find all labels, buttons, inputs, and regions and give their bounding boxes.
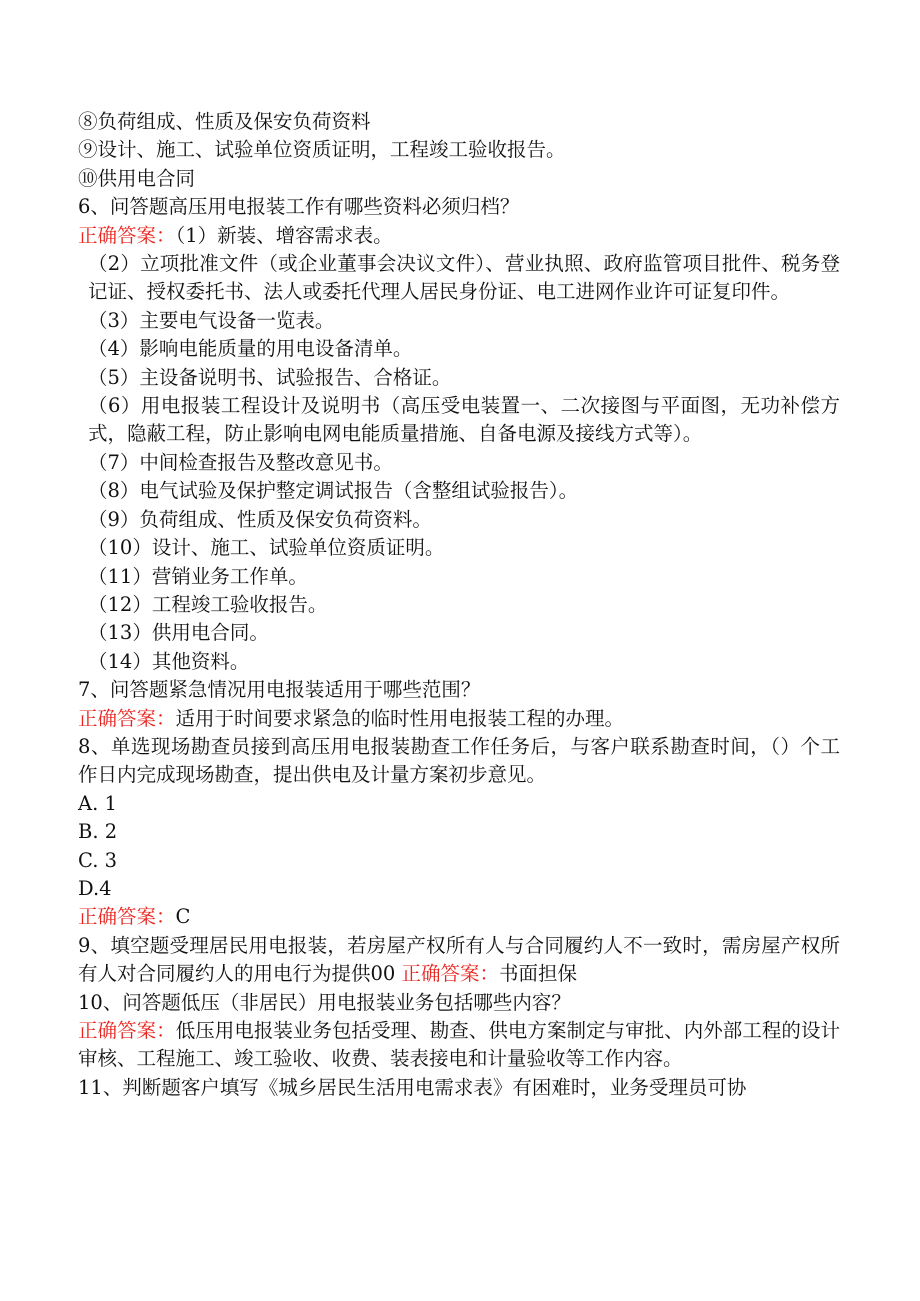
answer-9-text: 书面担保 (499, 962, 578, 986)
question-11: 11、判断题客户填写《城乡居民生活用电需求表》有困难时，业务受理员可协 (78, 1075, 747, 1099)
answer-6-line: （2）立项批准文件（或企业董事会决议文件）、营业执照、政府监管项目批件、税务登记证、授权委托书、法人或委托代理人居民身份证、电工进网作业许可证复印件。 (88, 252, 840, 304)
answer-6-line: （11）营销业务工作单。 (88, 564, 308, 588)
question-9-text: 9、填空题受理居民用电报装，若房屋产权所有人与合同履约人不一致时，需房屋产权所有人对合同履约人的用电行为提供00 (78, 933, 840, 986)
answer-6-first (78, 222, 840, 250)
answer-10 (78, 1017, 840, 1074)
question-10: 10、问答题低压（非居民）用电报装业务包括哪些内容？ (78, 990, 571, 1014)
prev-item-9: ⑨设计、施工、试验单位资质证明，工程竣工验收报告。 (78, 138, 566, 162)
option-c: C. 3 (78, 848, 118, 872)
answer-6-line: （10）设计、施工、试验单位资质证明。 (88, 536, 445, 560)
answer-6-line: （6）用电报装工程设计及说明书（高压受电装置一、二次接图与平面图，无功补偿方式，隐蔽工程，防止影响电网电能质量措施、自备电源及接线方式等）。 (88, 394, 840, 446)
option-d: D.4 (78, 876, 112, 900)
answer-8-text: C (175, 905, 191, 929)
answer-label: 正确答案： (78, 706, 176, 730)
question-8: 8、单选现场勘查员接到高压用电报装勘查工作任务后，与客户联系勘查时间，（）个工作日内完成现场勘查，提出供电及计量方案初步意见。 (78, 734, 840, 787)
question-9 (78, 932, 840, 989)
question-6: 6、问答题高压用电报装工作有哪些资料必须归档？ (78, 195, 520, 219)
prev-item-10: ⑩供用电合同 (78, 166, 196, 190)
answer-6-line: （5）主设备说明书、试验报告、合格证。 (88, 365, 452, 389)
question-7: 7、问答题紧急情况用电报装适用于哪些范围？ (78, 678, 481, 702)
answer-6-line: （3）主要电气设备一览表。 (88, 308, 335, 332)
document-page (78, 108, 840, 1102)
answer-7-text: 适用于时间要求紧急的临时性用电报装工程的办理。 (175, 706, 625, 730)
answer-6-line: （14）其他资料。 (88, 649, 250, 673)
answer-label: 正确答案： (78, 223, 176, 247)
prev-item-8: ⑧负荷组成、性质及保安负荷资料 (78, 110, 371, 133)
answer-8 (78, 903, 840, 931)
answer-label: 正确答案： (401, 962, 500, 986)
answer-6-line: （12）工程竣工验收报告。 (88, 592, 328, 616)
answer-6-line: （13）供用电合同。 (88, 621, 269, 645)
answer-7 (78, 705, 840, 733)
answer-6-text: （1）新装、增容需求表。 (175, 223, 393, 247)
answer-6-line: （8）电气试验及保护整定调试报告（含整组试验报告）。 (88, 479, 579, 503)
option-a: A. 1 (78, 791, 117, 815)
answer-label: 正确答案： (78, 905, 176, 929)
answer-6-list (78, 250, 840, 676)
answer-6-line: （7）中间检查报告及整改意见书。 (88, 450, 393, 474)
answer-6-line: （9）负荷组成、性质及保安负荷资料。 (88, 507, 432, 531)
answer-10-text: 低压用电报装业务包括受理、勘查、供电方案制定与审批、内外部工程的设计审核、工程施工、竣工验收、收费、装表接电和计量验收等工作内容。 (78, 1019, 840, 1071)
option-b: B. 2 (78, 820, 118, 844)
answer-label: 正确答案： (78, 1019, 176, 1042)
answer-6-line: （4）影响电能质量的用电设备清单。 (88, 337, 413, 361)
